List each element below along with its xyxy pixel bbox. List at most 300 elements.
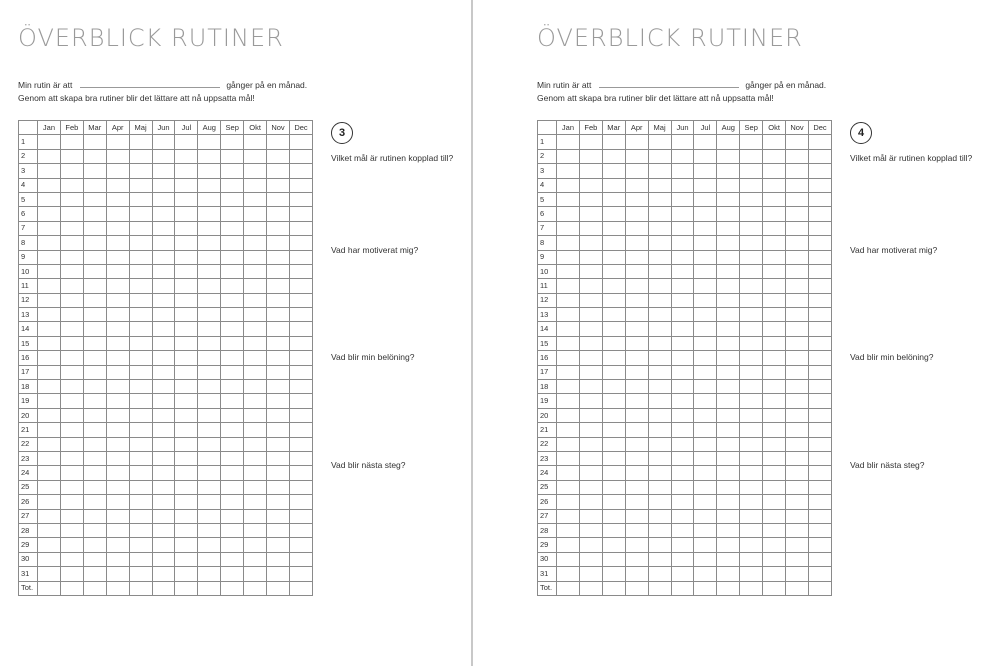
tracker-cell[interactable] xyxy=(763,567,786,581)
tracker-cell[interactable] xyxy=(129,437,152,451)
tracker-cell[interactable] xyxy=(38,408,61,422)
tracker-cell[interactable] xyxy=(786,538,809,552)
tracker-cell[interactable] xyxy=(579,581,602,595)
tracker-cell[interactable] xyxy=(694,365,717,379)
tracker-cell[interactable] xyxy=(648,380,671,394)
tracker-cell[interactable] xyxy=(289,164,312,178)
tracker-cell[interactable] xyxy=(671,509,694,523)
tracker-cell[interactable] xyxy=(808,394,831,408)
tracker-cell[interactable] xyxy=(198,567,221,581)
tracker-cell[interactable] xyxy=(38,336,61,350)
tracker-cell[interactable] xyxy=(786,264,809,278)
tracker-cell[interactable] xyxy=(717,221,740,235)
tracker-cell[interactable] xyxy=(38,250,61,264)
tracker-cell[interactable] xyxy=(557,552,580,566)
tracker-cell[interactable] xyxy=(602,495,625,509)
tracker-cell[interactable] xyxy=(175,178,198,192)
tracker-cell[interactable] xyxy=(671,293,694,307)
tracker-cell[interactable] xyxy=(717,351,740,365)
tracker-cell[interactable] xyxy=(694,538,717,552)
tracker-cell[interactable] xyxy=(106,380,129,394)
tracker-cell[interactable] xyxy=(763,336,786,350)
tracker-cell[interactable] xyxy=(152,423,175,437)
tracker-cell[interactable] xyxy=(740,135,763,149)
tracker-cell[interactable] xyxy=(671,322,694,336)
tracker-cell[interactable] xyxy=(244,207,267,221)
tracker-cell[interactable] xyxy=(129,336,152,350)
tracker-cell[interactable] xyxy=(602,394,625,408)
tracker-cell[interactable] xyxy=(808,451,831,465)
tracker-cell[interactable] xyxy=(557,509,580,523)
tracker-cell[interactable] xyxy=(579,308,602,322)
tracker-cell[interactable] xyxy=(38,164,61,178)
tracker-cell[interactable] xyxy=(38,394,61,408)
tracker-cell[interactable] xyxy=(579,178,602,192)
tracker-cell[interactable] xyxy=(671,351,694,365)
tracker-cell[interactable] xyxy=(602,552,625,566)
tracker-cell[interactable] xyxy=(267,581,290,595)
tracker-cell[interactable] xyxy=(740,293,763,307)
tracker-cell[interactable] xyxy=(221,236,244,250)
tracker-cell[interactable] xyxy=(763,164,786,178)
tracker-cell[interactable] xyxy=(244,538,267,552)
tracker-cell[interactable] xyxy=(83,135,106,149)
tracker-cell[interactable] xyxy=(557,264,580,278)
tracker-cell[interactable] xyxy=(267,480,290,494)
tracker-cell[interactable] xyxy=(740,207,763,221)
tracker-cell[interactable] xyxy=(198,552,221,566)
tracker-cell[interactable] xyxy=(625,308,648,322)
tracker-cell[interactable] xyxy=(602,509,625,523)
tracker-cell[interactable] xyxy=(175,250,198,264)
tracker-cell[interactable] xyxy=(129,480,152,494)
tracker-cell[interactable] xyxy=(267,351,290,365)
tracker-cell[interactable] xyxy=(763,523,786,537)
tracker-cell[interactable] xyxy=(763,322,786,336)
tracker-cell[interactable] xyxy=(38,466,61,480)
tracker-cell[interactable] xyxy=(557,336,580,350)
tracker-cell[interactable] xyxy=(152,279,175,293)
tracker-cell[interactable] xyxy=(129,192,152,206)
tracker-cell[interactable] xyxy=(38,523,61,537)
tracker-cell[interactable] xyxy=(625,336,648,350)
tracker-cell[interactable] xyxy=(648,538,671,552)
tracker-cell[interactable] xyxy=(717,207,740,221)
tracker-cell[interactable] xyxy=(694,509,717,523)
tracker-cell[interactable] xyxy=(808,207,831,221)
tracker-cell[interactable] xyxy=(244,581,267,595)
tracker-cell[interactable] xyxy=(221,135,244,149)
tracker-cell[interactable] xyxy=(289,523,312,537)
tracker-cell[interactable] xyxy=(267,380,290,394)
tracker-cell[interactable] xyxy=(106,178,129,192)
tracker-cell[interactable] xyxy=(198,322,221,336)
tracker-cell[interactable] xyxy=(60,567,83,581)
tracker-cell[interactable] xyxy=(106,279,129,293)
tracker-cell[interactable] xyxy=(717,480,740,494)
tracker-cell[interactable] xyxy=(38,308,61,322)
tracker-cell[interactable] xyxy=(244,293,267,307)
tracker-cell[interactable] xyxy=(152,293,175,307)
tracker-cell[interactable] xyxy=(175,207,198,221)
tracker-cell[interactable] xyxy=(244,509,267,523)
tracker-cell[interactable] xyxy=(152,451,175,465)
tracker-cell[interactable] xyxy=(808,336,831,350)
tracker-cell[interactable] xyxy=(267,164,290,178)
tracker-cell[interactable] xyxy=(289,394,312,408)
tracker-cell[interactable] xyxy=(648,451,671,465)
tracker-cell[interactable] xyxy=(717,538,740,552)
tracker-cell[interactable] xyxy=(221,293,244,307)
tracker-cell[interactable] xyxy=(60,466,83,480)
tracker-cell[interactable] xyxy=(106,466,129,480)
tracker-cell[interactable] xyxy=(106,567,129,581)
tracker-cell[interactable] xyxy=(717,149,740,163)
tracker-cell[interactable] xyxy=(152,135,175,149)
tracker-cell[interactable] xyxy=(579,192,602,206)
tracker-cell[interactable] xyxy=(740,149,763,163)
tracker-cell[interactable] xyxy=(175,149,198,163)
tracker-cell[interactable] xyxy=(557,480,580,494)
tracker-cell[interactable] xyxy=(602,451,625,465)
tracker-cell[interactable] xyxy=(740,567,763,581)
tracker-cell[interactable] xyxy=(152,178,175,192)
tracker-cell[interactable] xyxy=(740,178,763,192)
tracker-cell[interactable] xyxy=(106,207,129,221)
tracker-cell[interactable] xyxy=(694,221,717,235)
tracker-cell[interactable] xyxy=(60,423,83,437)
tracker-cell[interactable] xyxy=(106,437,129,451)
tracker-cell[interactable] xyxy=(648,365,671,379)
tracker-cell[interactable] xyxy=(106,495,129,509)
tracker-cell[interactable] xyxy=(579,523,602,537)
tracker-cell[interactable] xyxy=(671,466,694,480)
tracker-cell[interactable] xyxy=(129,394,152,408)
tracker-cell[interactable] xyxy=(671,221,694,235)
tracker-cell[interactable] xyxy=(198,480,221,494)
tracker-cell[interactable] xyxy=(740,423,763,437)
tracker-cell[interactable] xyxy=(152,466,175,480)
tracker-cell[interactable] xyxy=(175,293,198,307)
tracker-cell[interactable] xyxy=(786,207,809,221)
tracker-cell[interactable] xyxy=(648,394,671,408)
tracker-cell[interactable] xyxy=(198,351,221,365)
tracker-cell[interactable] xyxy=(244,523,267,537)
tracker-cell[interactable] xyxy=(198,423,221,437)
tracker-cell[interactable] xyxy=(129,451,152,465)
tracker-cell[interactable] xyxy=(83,365,106,379)
tracker-cell[interactable] xyxy=(717,567,740,581)
tracker-cell[interactable] xyxy=(671,523,694,537)
tracker-cell[interactable] xyxy=(106,523,129,537)
tracker-cell[interactable] xyxy=(267,509,290,523)
tracker-cell[interactable] xyxy=(786,408,809,422)
tracker-cell[interactable] xyxy=(267,423,290,437)
tracker-cell[interactable] xyxy=(38,351,61,365)
tracker-cell[interactable] xyxy=(602,365,625,379)
tracker-cell[interactable] xyxy=(198,264,221,278)
tracker-cell[interactable] xyxy=(106,423,129,437)
tracker-cell[interactable] xyxy=(289,552,312,566)
tracker-cell[interactable] xyxy=(60,523,83,537)
tracker-cell[interactable] xyxy=(106,264,129,278)
tracker-cell[interactable] xyxy=(221,351,244,365)
tracker-cell[interactable] xyxy=(267,322,290,336)
tracker-cell[interactable] xyxy=(557,236,580,250)
tracker-cell[interactable] xyxy=(289,495,312,509)
tracker-cell[interactable] xyxy=(694,523,717,537)
tracker-cell[interactable] xyxy=(694,423,717,437)
tracker-cell[interactable] xyxy=(175,380,198,394)
tracker-cell[interactable] xyxy=(648,523,671,537)
tracker-cell[interactable] xyxy=(717,451,740,465)
tracker-cell[interactable] xyxy=(152,192,175,206)
tracker-cell[interactable] xyxy=(129,207,152,221)
tracker-cell[interactable] xyxy=(763,135,786,149)
tracker-cell[interactable] xyxy=(602,250,625,264)
tracker-cell[interactable] xyxy=(60,264,83,278)
tracker-cell[interactable] xyxy=(106,538,129,552)
tracker-cell[interactable] xyxy=(786,437,809,451)
tracker-cell[interactable] xyxy=(602,149,625,163)
tracker-cell[interactable] xyxy=(175,308,198,322)
tracker-cell[interactable] xyxy=(175,221,198,235)
tracker-cell[interactable] xyxy=(38,207,61,221)
tracker-cell[interactable] xyxy=(244,351,267,365)
tracker-cell[interactable] xyxy=(602,164,625,178)
tracker-cell[interactable] xyxy=(808,164,831,178)
tracker-cell[interactable] xyxy=(579,221,602,235)
tracker-cell[interactable] xyxy=(152,308,175,322)
tracker-cell[interactable] xyxy=(557,380,580,394)
tracker-cell[interactable] xyxy=(198,538,221,552)
tracker-cell[interactable] xyxy=(694,567,717,581)
tracker-cell[interactable] xyxy=(808,495,831,509)
tracker-cell[interactable] xyxy=(694,264,717,278)
tracker-cell[interactable] xyxy=(740,380,763,394)
tracker-cell[interactable] xyxy=(106,408,129,422)
tracker-cell[interactable] xyxy=(808,437,831,451)
tracker-cell[interactable] xyxy=(763,466,786,480)
tracker-cell[interactable] xyxy=(60,365,83,379)
tracker-cell[interactable] xyxy=(83,221,106,235)
tracker-cell[interactable] xyxy=(152,365,175,379)
tracker-cell[interactable] xyxy=(221,423,244,437)
tracker-cell[interactable] xyxy=(129,509,152,523)
tracker-cell[interactable] xyxy=(152,581,175,595)
tracker-cell[interactable] xyxy=(671,135,694,149)
tracker-cell[interactable] xyxy=(38,192,61,206)
tracker-cell[interactable] xyxy=(175,164,198,178)
tracker-cell[interactable] xyxy=(671,423,694,437)
tracker-cell[interactable] xyxy=(129,149,152,163)
tracker-cell[interactable] xyxy=(198,192,221,206)
tracker-cell[interactable] xyxy=(289,293,312,307)
tracker-cell[interactable] xyxy=(808,279,831,293)
tracker-cell[interactable] xyxy=(83,149,106,163)
tracker-cell[interactable] xyxy=(289,466,312,480)
tracker-cell[interactable] xyxy=(198,581,221,595)
tracker-cell[interactable] xyxy=(60,149,83,163)
tracker-cell[interactable] xyxy=(175,365,198,379)
tracker-cell[interactable] xyxy=(83,451,106,465)
tracker-cell[interactable] xyxy=(38,236,61,250)
tracker-cell[interactable] xyxy=(129,293,152,307)
tracker-cell[interactable] xyxy=(175,192,198,206)
tracker-cell[interactable] xyxy=(579,466,602,480)
tracker-cell[interactable] xyxy=(83,308,106,322)
tracker-cell[interactable] xyxy=(152,394,175,408)
tracker-cell[interactable] xyxy=(106,221,129,235)
tracker-cell[interactable] xyxy=(38,552,61,566)
tracker-cell[interactable] xyxy=(106,308,129,322)
tracker-cell[interactable] xyxy=(129,365,152,379)
tracker-cell[interactable] xyxy=(175,336,198,350)
tracker-cell[interactable] xyxy=(717,322,740,336)
tracker-cell[interactable] xyxy=(289,365,312,379)
tracker-cell[interactable] xyxy=(83,351,106,365)
tracker-cell[interactable] xyxy=(694,437,717,451)
tracker-cell[interactable] xyxy=(694,293,717,307)
tracker-cell[interactable] xyxy=(579,480,602,494)
tracker-cell[interactable] xyxy=(198,451,221,465)
tracker-cell[interactable] xyxy=(763,365,786,379)
tracker-cell[interactable] xyxy=(198,135,221,149)
tracker-cell[interactable] xyxy=(808,221,831,235)
tracker-cell[interactable] xyxy=(786,451,809,465)
tracker-cell[interactable] xyxy=(717,250,740,264)
tracker-cell[interactable] xyxy=(175,408,198,422)
tracker-cell[interactable] xyxy=(671,408,694,422)
tracker-cell[interactable] xyxy=(289,480,312,494)
tracker-cell[interactable] xyxy=(557,322,580,336)
tracker-cell[interactable] xyxy=(717,308,740,322)
tracker-cell[interactable] xyxy=(267,135,290,149)
tracker-cell[interactable] xyxy=(152,221,175,235)
tracker-cell[interactable] xyxy=(267,207,290,221)
tracker-cell[interactable] xyxy=(717,293,740,307)
tracker-cell[interactable] xyxy=(129,250,152,264)
tracker-cell[interactable] xyxy=(602,581,625,595)
tracker-cell[interactable] xyxy=(152,351,175,365)
tracker-cell[interactable] xyxy=(83,236,106,250)
tracker-cell[interactable] xyxy=(786,423,809,437)
tracker-cell[interactable] xyxy=(625,192,648,206)
tracker-cell[interactable] xyxy=(198,437,221,451)
tracker-cell[interactable] xyxy=(83,552,106,566)
tracker-cell[interactable] xyxy=(694,336,717,350)
tracker-cell[interactable] xyxy=(83,394,106,408)
tracker-cell[interactable] xyxy=(289,509,312,523)
tracker-cell[interactable] xyxy=(557,567,580,581)
tracker-cell[interactable] xyxy=(786,322,809,336)
tracker-cell[interactable] xyxy=(740,264,763,278)
tracker-cell[interactable] xyxy=(198,365,221,379)
tracker-cell[interactable] xyxy=(38,178,61,192)
tracker-cell[interactable] xyxy=(717,192,740,206)
tracker-cell[interactable] xyxy=(557,408,580,422)
tracker-cell[interactable] xyxy=(106,394,129,408)
tracker-cell[interactable] xyxy=(83,380,106,394)
tracker-cell[interactable] xyxy=(198,236,221,250)
tracker-cell[interactable] xyxy=(244,552,267,566)
tracker-cell[interactable] xyxy=(717,495,740,509)
tracker-cell[interactable] xyxy=(221,336,244,350)
tracker-cell[interactable] xyxy=(671,336,694,350)
tracker-cell[interactable] xyxy=(579,250,602,264)
tracker-cell[interactable] xyxy=(808,149,831,163)
tracker-cell[interactable] xyxy=(267,552,290,566)
tracker-cell[interactable] xyxy=(648,351,671,365)
tracker-cell[interactable] xyxy=(740,236,763,250)
tracker-cell[interactable] xyxy=(83,466,106,480)
tracker-cell[interactable] xyxy=(175,495,198,509)
tracker-cell[interactable] xyxy=(267,394,290,408)
tracker-cell[interactable] xyxy=(786,336,809,350)
tracker-cell[interactable] xyxy=(60,509,83,523)
tracker-cell[interactable] xyxy=(60,192,83,206)
tracker-cell[interactable] xyxy=(763,351,786,365)
tracker-cell[interactable] xyxy=(557,581,580,595)
tracker-cell[interactable] xyxy=(648,423,671,437)
tracker-cell[interactable] xyxy=(289,149,312,163)
tracker-cell[interactable] xyxy=(602,293,625,307)
tracker-cell[interactable] xyxy=(808,351,831,365)
tracker-cell[interactable] xyxy=(221,365,244,379)
tracker-cell[interactable] xyxy=(83,567,106,581)
tracker-cell[interactable] xyxy=(625,552,648,566)
tracker-cell[interactable] xyxy=(763,495,786,509)
tracker-cell[interactable] xyxy=(60,279,83,293)
tracker-cell[interactable] xyxy=(625,423,648,437)
tracker-cell[interactable] xyxy=(602,567,625,581)
tracker-cell[interactable] xyxy=(221,322,244,336)
tracker-cell[interactable] xyxy=(763,437,786,451)
tracker-cell[interactable] xyxy=(808,581,831,595)
tracker-cell[interactable] xyxy=(579,322,602,336)
tracker-cell[interactable] xyxy=(625,221,648,235)
tracker-cell[interactable] xyxy=(244,236,267,250)
tracker-cell[interactable] xyxy=(244,394,267,408)
tracker-cell[interactable] xyxy=(267,279,290,293)
tracker-cell[interactable] xyxy=(152,380,175,394)
tracker-cell[interactable] xyxy=(198,408,221,422)
tracker-cell[interactable] xyxy=(648,581,671,595)
tracker-cell[interactable] xyxy=(106,552,129,566)
tracker-cell[interactable] xyxy=(786,552,809,566)
tracker-cell[interactable] xyxy=(648,437,671,451)
tracker-cell[interactable] xyxy=(198,380,221,394)
tracker-cell[interactable] xyxy=(694,149,717,163)
tracker-cell[interactable] xyxy=(717,394,740,408)
tracker-cell[interactable] xyxy=(83,437,106,451)
tracker-cell[interactable] xyxy=(763,423,786,437)
tracker-cell[interactable] xyxy=(38,279,61,293)
tracker-cell[interactable] xyxy=(289,221,312,235)
tracker-cell[interactable] xyxy=(289,451,312,465)
tracker-cell[interactable] xyxy=(763,149,786,163)
tracker-cell[interactable] xyxy=(221,279,244,293)
tracker-cell[interactable] xyxy=(198,221,221,235)
tracker-cell[interactable] xyxy=(129,380,152,394)
tracker-cell[interactable] xyxy=(671,581,694,595)
tracker-cell[interactable] xyxy=(740,322,763,336)
tracker-cell[interactable] xyxy=(648,236,671,250)
tracker-cell[interactable] xyxy=(129,351,152,365)
tracker-cell[interactable] xyxy=(763,192,786,206)
tracker-cell[interactable] xyxy=(289,250,312,264)
tracker-cell[interactable] xyxy=(83,178,106,192)
